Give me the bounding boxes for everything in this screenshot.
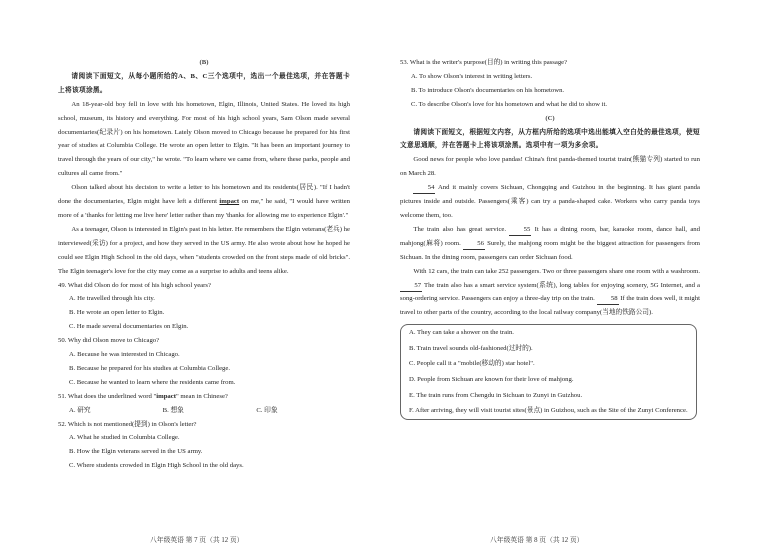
right-page xyxy=(390,0,780,552)
passage-text: Olson talked about his decision to write a letter to his hometown and its residents(居民). "If I hadn't done the documentaries, Elgin might have left a different xyxy=(58,184,350,206)
section-c-title: (C) xyxy=(545,114,555,122)
question-text: " mean in Chinese? xyxy=(175,392,228,400)
page-footer-left: 八年级英语 第 7 页（共 12 页） xyxy=(150,537,244,544)
question-49: 49. What did Olson do for most of his high school years? xyxy=(58,281,211,289)
right-column xyxy=(400,56,700,420)
passage-c-paragraph-3 xyxy=(400,223,700,265)
question-51 xyxy=(58,390,350,404)
box-option-a: A. They can take a shower on the train. xyxy=(409,329,514,337)
box-option-f: F. After arriving, they will visit tourist sites(景点) in Guizhou, such as the Site of the Zunyi Conference. xyxy=(409,407,688,415)
question-text: 51. What does the underlined word " xyxy=(58,392,157,400)
blank-54: 54 xyxy=(413,183,435,194)
section-b-title: (B) xyxy=(199,59,209,66)
options-box xyxy=(400,324,697,420)
underlined-word-impact: impact xyxy=(219,198,240,206)
passage-text: It has a dining room, bar, karaoke room, dance hall, and mahjong(麻将) room. xyxy=(400,225,700,247)
box-option-c: C. People call it a "mobile(移动的) star hotel". xyxy=(409,360,535,368)
option-53-a: A. To show Olson's interest in writing letters. xyxy=(411,72,533,80)
blank-57: 57 xyxy=(400,281,422,292)
section-b-instruction: 请阅读下面短文，从每小题所给的A、B、C三个选项中，选出一个最佳选项，并在答题卡上将该项涂黑。 xyxy=(58,72,350,94)
option-50-b: B. Because he prepared for his studies at Columbia College. xyxy=(69,364,231,372)
option-49-c: C. He made several documentaries on Elgin. xyxy=(69,323,189,331)
passage-b-paragraph-2 xyxy=(58,181,350,223)
option-50-c: C. Because he wanted to learn where the residents came from. xyxy=(69,378,236,386)
passage-text: With 12 cars, the train can take 252 passengers. Two or three passengers share one room with a washroom. xyxy=(413,267,700,275)
passage-c-paragraph-1: Good news for people who love pandas! China's first panda-themed tourist train(熊猫专列) started to run on March 28. xyxy=(400,156,700,178)
option-50-a: A. Because he was interested in Chicago. xyxy=(69,351,180,359)
box-option-e: E. The train runs from Chengdu in Sichuan to Zunyi in Guizhou. xyxy=(409,391,583,399)
passage-text: The train also has a smart service system(系统), long tables for enjoying scenery, 5G Internet, and a song-ordering service. Passengers can enjoy a three-day trip on the train. xyxy=(400,281,700,303)
passage-c-paragraph-4 xyxy=(400,265,700,321)
option-49-b: B. He wrote an open letter to Elgin. xyxy=(69,309,165,317)
passage-text: If the train does well, it might travel to other parts of the country, according to the local railway company(当地的铁路公司). xyxy=(400,295,700,317)
passage-c-paragraph-2 xyxy=(400,181,700,223)
option-51-c: C. 印象 xyxy=(256,406,278,414)
option-49-a: A. He travelled through his city. xyxy=(69,295,155,303)
passage-text: An 18-year-old boy fell in love with his hometown, Elgin, Illinois, United States. He loved its high school, museum, its history and everything. For most of his high school years, Sam Olson made several documentaries(纪录片) on his hometown. Lately Olson moved to Chicago because he prepared for his first year of studies at Columbia College. He wrote an open letter to Elgin. "It has been an important journey to travel through the years of our city," he wrote. "To learn where we came from, where these parks, people and cultures all came from." xyxy=(58,100,350,178)
option-52-c: C. Where students crowded in Elgin High School in the old days. xyxy=(69,462,244,470)
left-column xyxy=(58,56,350,473)
question-keyword: impact xyxy=(156,392,176,400)
option-52-b: B. How the Elgin veterans served in the US army. xyxy=(69,448,203,456)
option-53-b: B. To introduce Olson's documentaries on his hometown. xyxy=(411,86,565,94)
question-52: 52. Which is not mentioned(提到) in Olson's letter? xyxy=(58,420,197,428)
box-option-b: B. Train travel sounds old-fashioned(过时的). xyxy=(409,344,533,352)
passage-b-paragraph-3 xyxy=(58,223,350,279)
passage-text: And it mainly covers Sichuan, Chongqing and Guizhou in the beginning. It has giant panda pictures inside and outside. Passengers(乘客) can try a panda-shaped cake. Workers who carry panda toys welcome them, too. xyxy=(400,184,700,219)
passage-text: Surely, the mahjong room might be the biggest attraction for passengers from Sichuan. In the dining room, passengers can order Sichuan food. xyxy=(400,239,700,261)
passage-text: on me," he said, "I would have written more of a 'thanks for letting me live here' letter rather than my 'thanks for allowing me to experience Elgin'." xyxy=(58,198,350,219)
option-53-c: C. To describe Olson's love for his hometown and what he did to show it. xyxy=(411,100,608,108)
passage-text: As a teenager, Olson is interested in Elgin's past in his letter. He remembers the Elgin veterans(老兵) he interviewed(采访) for a project, and how they served in the US army. He also wrote about how he hoped he could see Elgin High School in the old days, when "students crowded on the front steps made of old bricks". The Elgin teenager's love for the city may come as a surprise to adults and teens alike. xyxy=(58,225,350,275)
question-51-options xyxy=(58,404,350,418)
passage-text: The train also has great service. xyxy=(413,225,510,233)
question-53: 53. What is the writer's purpose(目的) in writing this passage? xyxy=(400,59,568,66)
option-51-a: A. 研究 xyxy=(69,406,91,414)
option-51-b: B. 想象 xyxy=(162,406,184,414)
question-50: 50. Why did Olson move to Chicago? xyxy=(58,337,160,345)
blank-58: 58 xyxy=(597,294,619,305)
passage-b-paragraph-1 xyxy=(58,98,350,181)
blank-56: 56 xyxy=(463,239,485,250)
box-option-d: D. People from Sichuan are known for their love of mahjong. xyxy=(409,376,574,383)
blank-55: 55 xyxy=(509,225,531,236)
option-52-a: A. What he studied in Columbia College. xyxy=(69,434,180,442)
page-footer-right: 八年级英语 第 8 页（共 12 页） xyxy=(490,537,584,544)
section-c-instruction: 请阅读下面短文，根据短文内容，从方框内所给的选项中选出能填入空白处的最佳选项，使短文意思通顺，并在答题卡上将该项涂黑。选项中有一项为多余项。 xyxy=(400,128,700,150)
